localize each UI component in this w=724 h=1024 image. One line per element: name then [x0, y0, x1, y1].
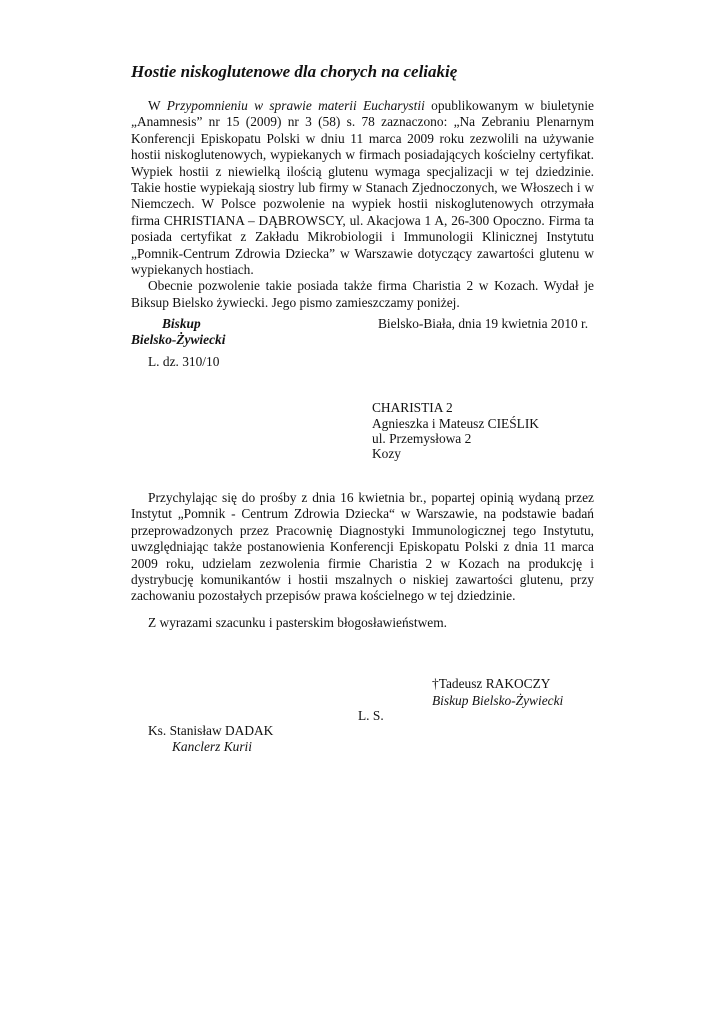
chancellor-title: Kanclerz Kurii [172, 739, 252, 754]
letter-body-section [131, 490, 594, 605]
intro-p1-text: opublikowanym w biuletynie „Anamnesis” nr 15 (2009) nr 3 (58) s. 78 zaznaczono: „Na Zebraniu Plenarnym Konferencji Episkopatu Polski w dniu 11 marca 2009 roku zezwolili na używanie hostii niskoglutenowych, wypiekanych w firmach posiadających kościelny certyfikat. Wypiek hostii z niewielką ilością glutenu wymaga specjalizacji w tej dziedzinie. Takie hostie wypiekają siostry lub firmy w Stanach Zjednoczonych, we Włoszech i w Niemczech. W Polsce pozwolenie na wypiek hostii niskoglutenowych otrzymała firma CHRISTIANA – DĄBROWSCY, ul. Akacjowa 1 A, 26-300 Opoczno. Firma ta posiada certyfikat z Zakładu Mikrobiologii i Immunologii Klinicznej Instytutu „Pomnik-Centrum Zdrowia Dziecka” w Warszawie dotyczący zawartości glutenu w wypiekanych hostiach. [131, 98, 595, 278]
recipient-line-4: Kozy [372, 446, 402, 461]
reference-number: L. dz. 310/10 [148, 354, 220, 369]
letter-body-paragraph: Przychylając się do prośby z dnia 16 kwietnia br., popartej opinią wydaną przez Instytut „Pomnik - Centrum Zdrowia Dziecka“ w Warszawie, na podstawie badań przeprowadzonych przez Pracownię Diagnostyki Immunologicznej tego Instytutu, uwzględniając także postanowienia Konferencji Episkopatu Polski z dnia 11 marca 2009 roku, udzielam zezwolenia firmie Charistia 2 w Kozach na produkcję i dystrybucję komunikantów i hostii mszalnych o niskiej zawartości glutenu, przy zachowaniu pozostałych przepisów prawa kościelnego w tej dziedzinie. [131, 490, 594, 604]
recipient-line-3: ul. Przemysłowa 2 [372, 431, 472, 446]
recipient-line-1: CHARISTIA 2 [372, 400, 453, 415]
letterhead-line-1: Biskup [162, 316, 201, 331]
article-title: Hostie niskoglutenowe dla chorych na celiakię [131, 62, 458, 81]
intro-p1-italic: Przypomnieniu w sprawie materii Eucharystii [166, 98, 425, 113]
letterhead-line-2: Bielsko-Żywiecki [131, 332, 226, 347]
seal-mark: L. S. [358, 708, 384, 723]
signature-name: †Tadeusz RAKOCZY [432, 676, 551, 691]
intro-p1-lead: W [148, 98, 167, 113]
place-date: Bielsko-Biała, dnia 19 kwietnia 2010 r. [378, 316, 589, 331]
chancellor-name: Ks. Stanisław DADAK [148, 723, 274, 738]
signature-title: Biskup Bielsko-Żywiecki [432, 693, 564, 708]
closing-line: Z wyrazami szacunku i pasterskim błogosławieństwem. [148, 615, 447, 630]
intro-paragraph-2: Obecnie pozwolenie takie posiada także firma Charistia 2 w Kozach. Wydał je Biksup Bielsko żywiecki. Jego pismo zamieszczamy poniżej. [131, 278, 594, 310]
intro-section [131, 98, 594, 311]
intro-paragraph-1 [131, 98, 594, 278]
recipient-line-2: Agnieszka i Mateusz CIEŚLIK [372, 416, 539, 431]
